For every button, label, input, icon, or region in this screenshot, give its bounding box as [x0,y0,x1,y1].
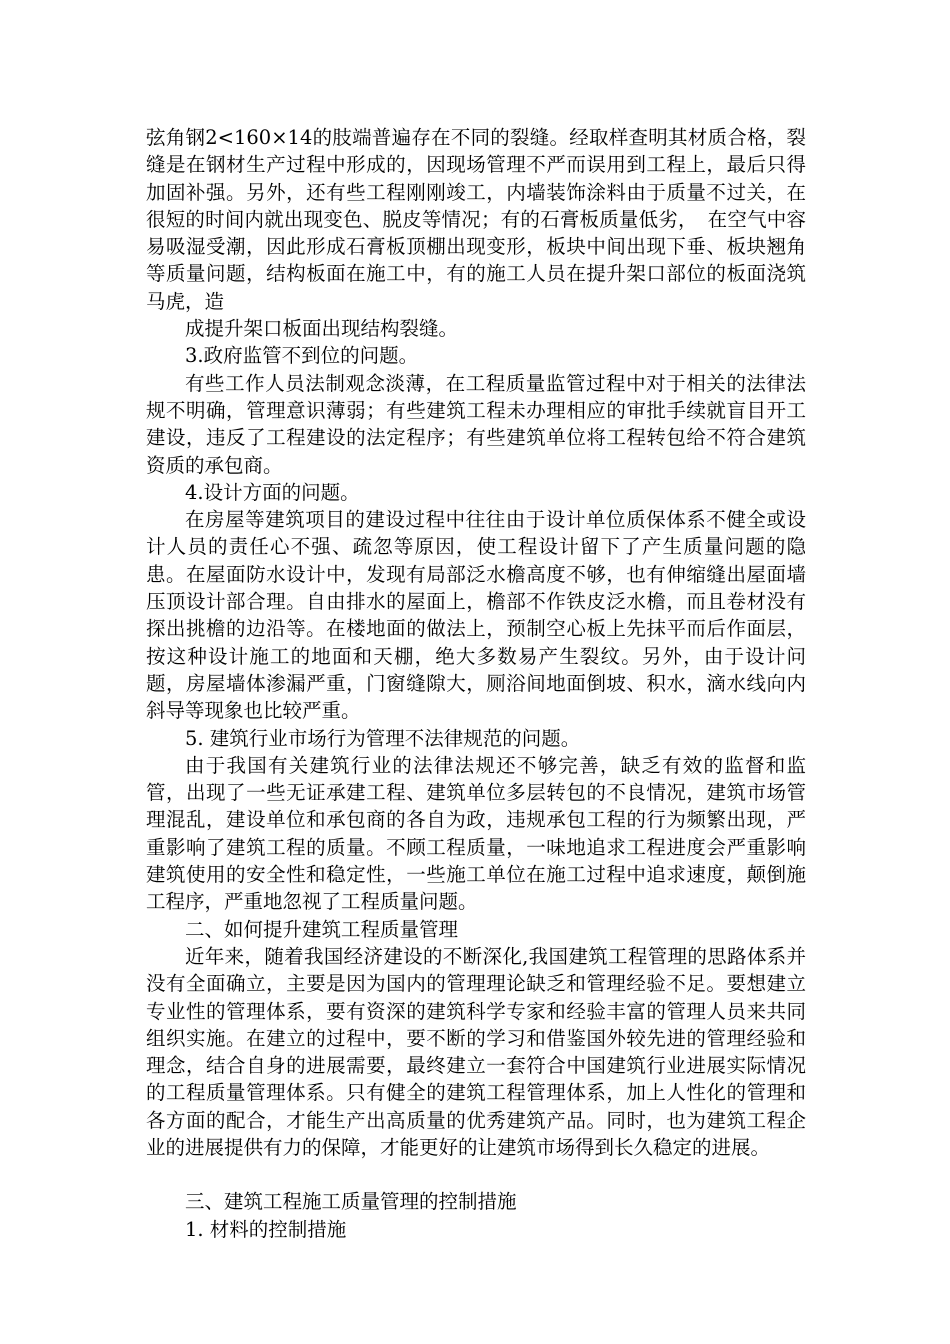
heading-government-supervision: 3.政府监管不到位的问题。 [185,344,419,368]
paragraph-government-supervision: 有些工作人员法制观念淡薄，在工程质量监管过程中对于相关的法律法规不明确，管理意识薄弱；有些建筑工程未办理相应的审批手续就盲目开工建设，违反了工程建设的法定程序；有些建筑单位将工程转包给不符合建筑资质的承包商。 [146,371,806,477]
heading-design-issues: 4.设计方面的问题。 [185,480,360,504]
heading-market-behavior: 5. 建筑行业市场行为管理不法律规范的问题。 [185,726,581,750]
paragraph-material-cracks: 弦角钢2<160×14的肢端普遍存在不同的裂缝。经取样查明其材质合格，裂缝是在钢材生产过程中形成的，因现场管理不严而误用到工程上，最后只得加固补强。另外，还有些工程刚刚竣工，内墙装饰涂料由于质量不过关，在很短的时间内就出现变色、脱皮等情况；有的石膏板质量低劣， 在空气中容易吸湿受潮，因此形成石膏板顶棚出现变形，板块中间出现下垂、板块翘角等质量问题，结构板面在施工中，有的施工人员在提升架口部位的板面浇筑马虎，造 [146,126,806,313]
heading-control-measures: 三、建筑工程施工质量管理的控制措施 [185,1190,517,1214]
heading-material-control: 1. 材料的控制措施 [185,1217,347,1241]
paragraph-improve-quality: 近年来，随着我国经济建设的不断深化,我国建筑工程管理的思路体系并没有全面确立，主要是因为国内的管理理论缺乏和管理经验不足。要想建立专业性的管理体系，要有资深的建筑科学专家和经验丰富的管理人员来共同组织实施。在建立的过程中，要不断的学习和借鉴国外较先进的管理经验和理念，结合自身的进展需要，最终建立一套符合中国建筑行业进展实际情况的工程质量管理体系。只有健全的建筑工程管理体系，加上人性化的管理和各方面的配合，才能生产出高质量的优秀建筑产品。同时，也为建筑工程企业的进展提供有力的保障，才能更好的让建筑市场得到长久稳定的进展。 [146,944,806,1159]
paragraph-design-issues: 在房屋等建筑项目的建设过程中往往由于设计单位质保体系不健全或设计人员的责任心不强、疏忽等原因，使工程设计留下了产生质量问题的隐患。在屋面防水设计中，发现有局部泛水檐高度不够，也有伸缩缝出屋面墙压顶设计部合理。自由排水的屋面上，檐部不作铁皮泛水檐，而且卷材没有探出挑檐的边沿等。在楼地面的做法上，预制空心板上先抹平而后作面层，按这种设计施工的地面和天棚，绝大多数易产生裂纹。另外，由于设计问题，房屋墙体渗漏严重，门窗缝隙大，厕浴间地面倒坡、积水，滴水线向内斜导等现象也比较严重。 [146,508,806,723]
heading-improve-quality: 二、如何提升建筑工程质量管理 [185,917,459,941]
paragraph-market-behavior: 由于我国有关建筑行业的法律法规还不够完善，缺乏有效的监督和监管，出现了一些无证承建工程、建筑单位多层转包的不良情况，建筑市场管理混乱，建设单位和承包商的各自为政，违规承包工程的行为频繁出现，严重影响了建筑工程的质量。不顾工程质量，一味地追求工程进度会严重影响建筑使用的安全性和稳定性，一些施工单位在施工过程中追求速度，颠倒施工程序，严重地忽视了工程质量问题。 [146,753,806,914]
document-body [146,124,806,1243]
paragraph-cracks-continued: 成提升架口板面出现结构裂缝。 [185,317,459,341]
